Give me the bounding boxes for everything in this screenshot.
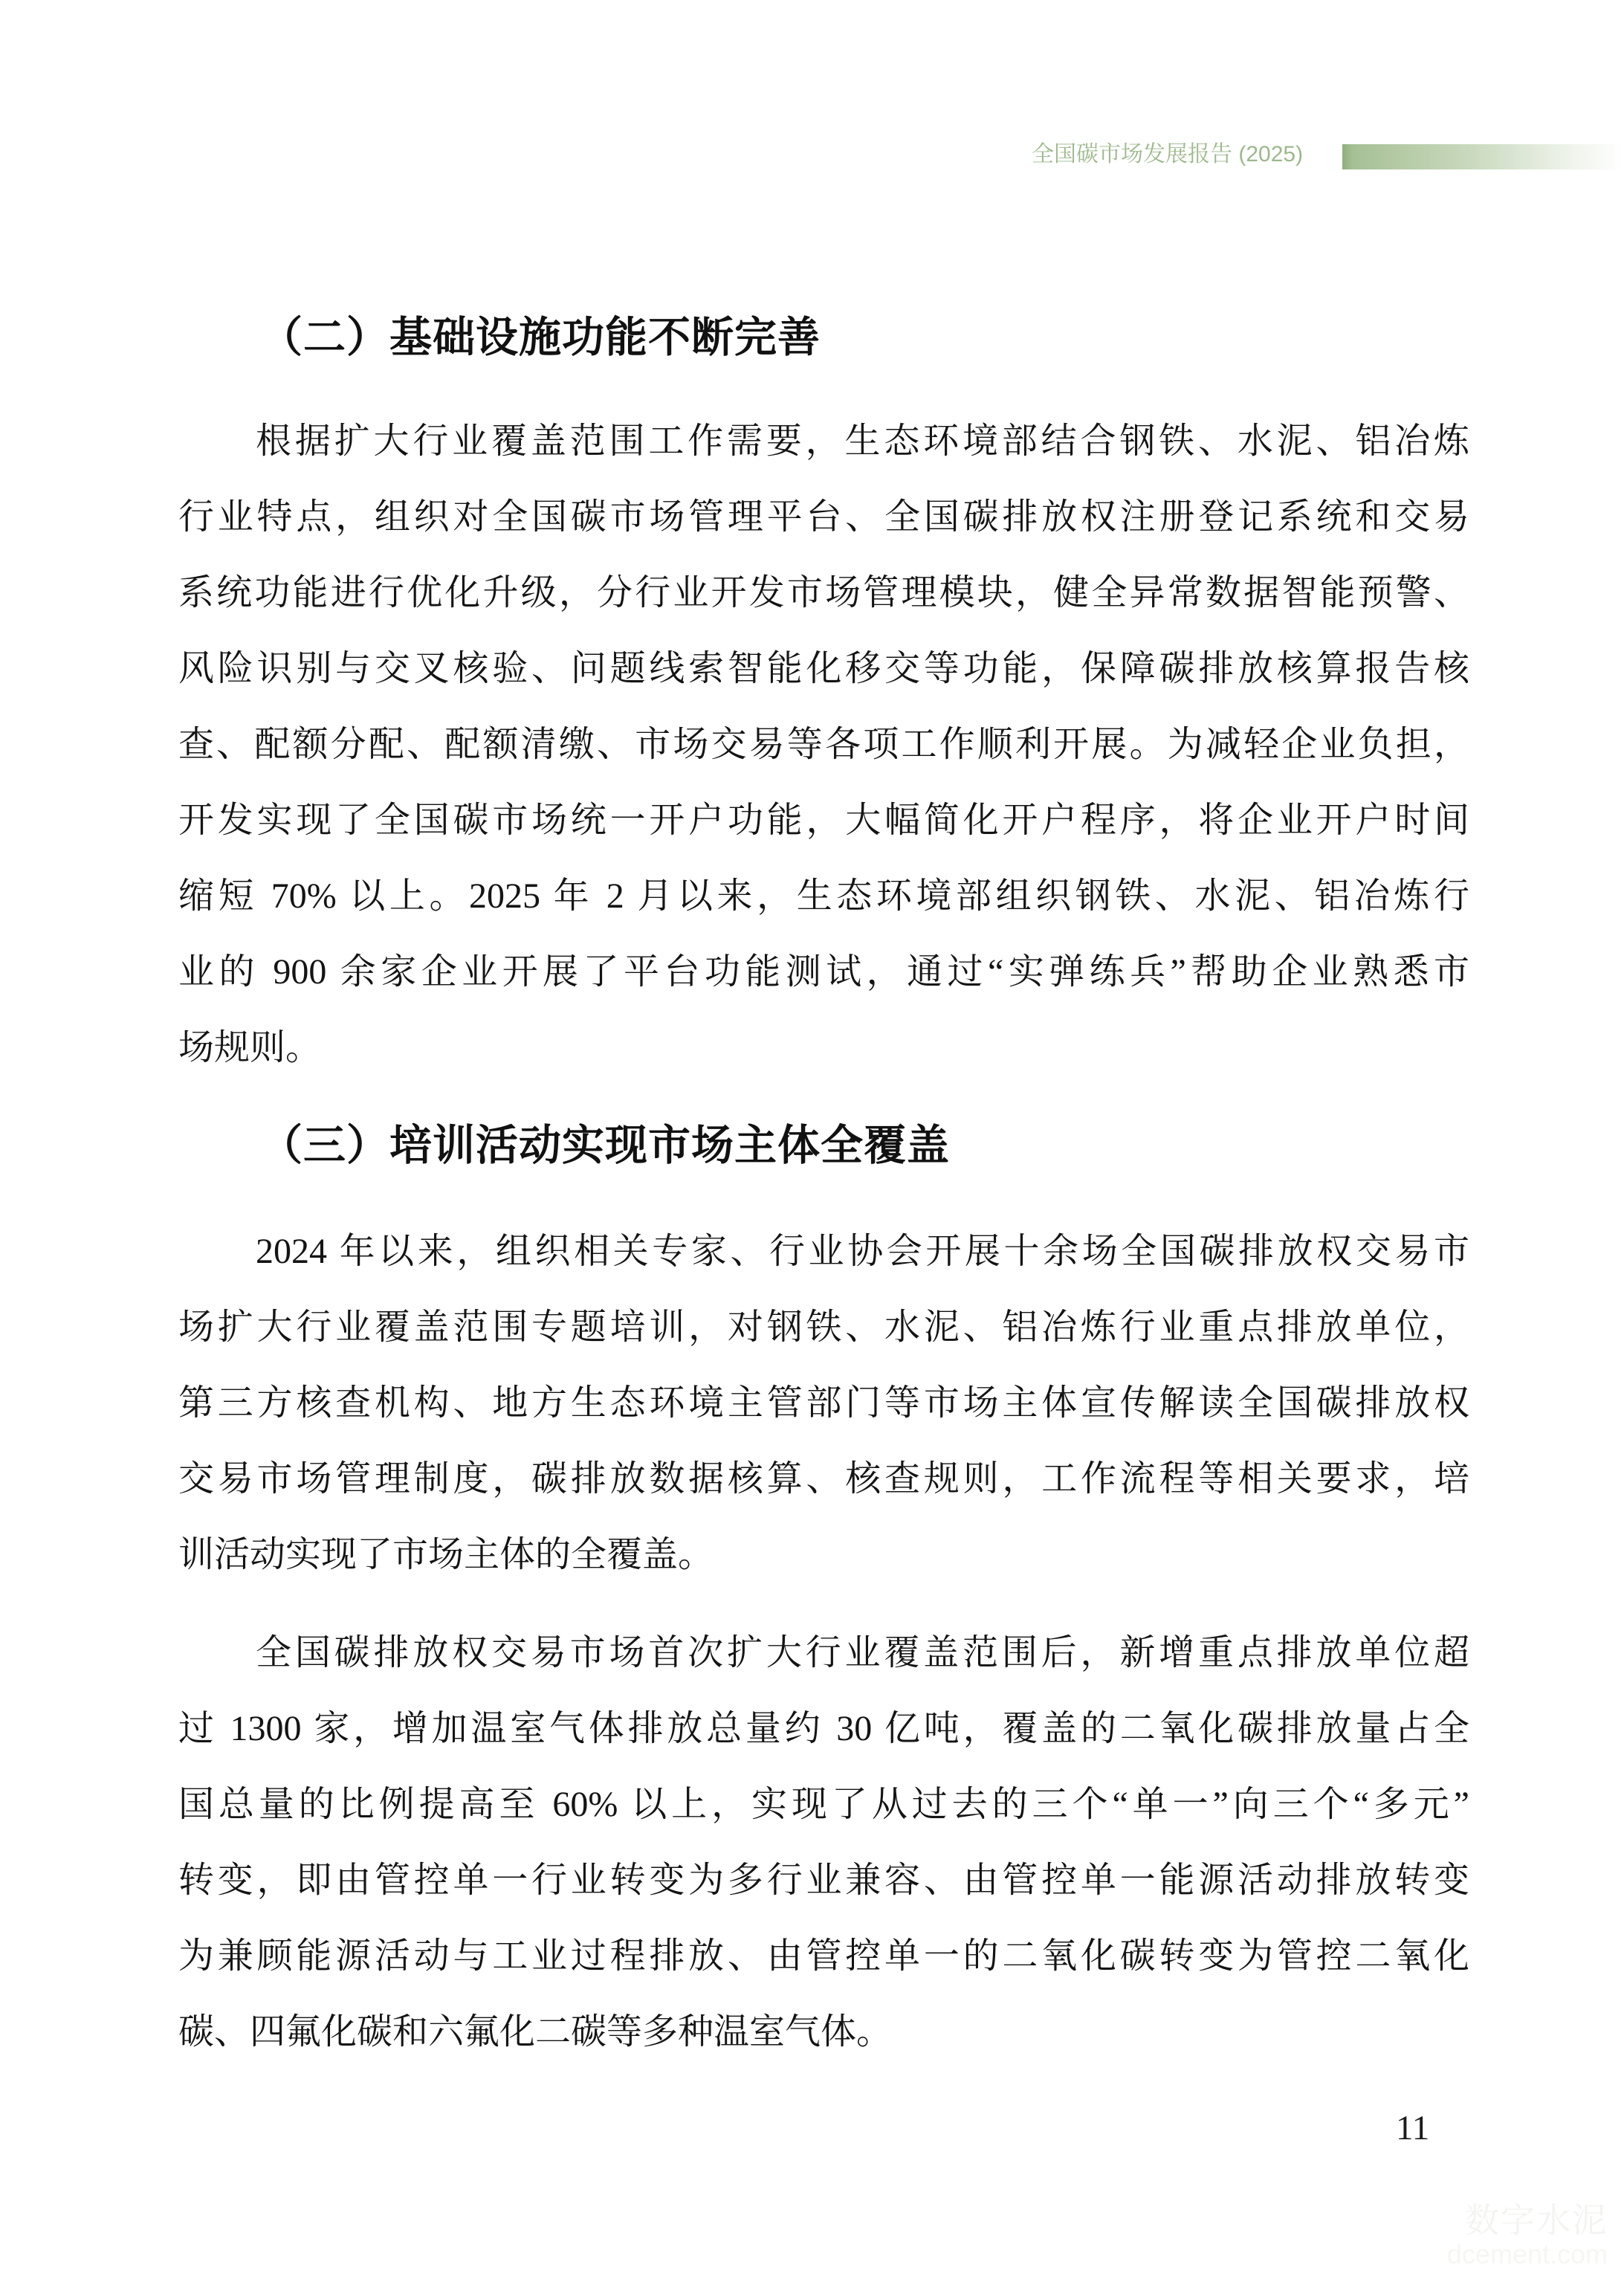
body-line: 场扩大行业覆盖范围专题培训，对钢铁、水泥、铝冶炼行业重点排放单位， (178, 1308, 1469, 1347)
paragraph-infrastructure (178, 404, 1469, 1086)
body-line: 行业特点，组织对全国碳市场管理平台、全国碳排放权注册登记系统和交易 (178, 497, 1469, 537)
page-number: 11 (1396, 2109, 1430, 2147)
section-heading-infrastructure: （二）基础设施功能不断完善 (260, 314, 821, 361)
body-line: 全国碳排放权交易市场首次扩大行业覆盖范围后，新增重点排放单位超 (256, 1633, 1469, 1672)
body-line: 场规则。 (178, 1028, 322, 1067)
body-line: 业的 900 余家企业开展了平台功能测试，通过“实弹练兵”帮助企业熟悉市 (178, 952, 1469, 992)
section-heading-training: （三）培训活动实现市场主体全覆盖 (260, 1122, 950, 1169)
body-line: 训活动实现了市场主体的全覆盖。 (178, 1535, 714, 1574)
paragraph-training (178, 1214, 1469, 1593)
body-line: 第三方核查机构、地方生态环境主管部门等市场主体宣传解读全国碳排放权 (178, 1383, 1469, 1423)
header-gradient-bar (1342, 144, 1624, 169)
body-line: 过 1300 家，增加温室气体排放总量约 30 亿吨，覆盖的二氧化碳排放量占全 (178, 1709, 1469, 1748)
body-line: 根据扩大行业覆盖范围工作需要，生态环境部结合钢铁、水泥、铝冶炼 (256, 421, 1469, 461)
body-line: 2024 年以来，组织相关专家、行业协会开展十余场全国碳排放权交易市 (256, 1232, 1469, 1271)
watermark (1447, 2202, 1608, 2270)
body-line: 国总量的比例提高至 60% 以上，实现了从过去的三个“单一”向三个“多元” (178, 1785, 1469, 1824)
running-header-title: 全国碳市场发展报告 (2025) (1032, 142, 1304, 167)
body-line: 为兼顾能源活动与工业过程排放、由管控单一的二氧化碳转变为管控二氧化 (178, 1936, 1469, 1976)
body-line: 碳、四氟化碳和六氟化二碳等多种温室气体。 (178, 2012, 893, 2052)
body-line: 交易市场管理制度，碳排放数据核算、核查规则，工作流程等相关要求，培 (178, 1459, 1469, 1499)
body-line: 风险识别与交叉核验、问题线索智能化移交等功能，保障碳排放核算报告核 (178, 649, 1469, 688)
body-line: 查、配额分配、配额清缴、市场交易等各项工作顺利开展。为减轻企业负担， (178, 725, 1469, 764)
watermark-cn-text: 数字水泥 (1465, 2201, 1608, 2240)
watermark-en-text: dcement.com (1446, 2239, 1608, 2269)
body-line: 缩短 70% 以上。2025 年 2 月以来，生态环境部组织钢铁、水泥、铝冶炼行 (178, 876, 1469, 916)
paragraph-market-expansion (178, 1615, 1469, 2070)
body-line: 转变，即由管控单一行业转变为多行业兼容、由管控单一能源活动排放转变 (178, 1861, 1469, 1900)
body-line: 开发实现了全国碳市场统一开户功能，大幅简化开户程序，将企业开户时间 (178, 801, 1469, 840)
body-line: 系统功能进行优化升级，分行业开发市场管理模块，健全异常数据智能预警、 (178, 573, 1469, 612)
